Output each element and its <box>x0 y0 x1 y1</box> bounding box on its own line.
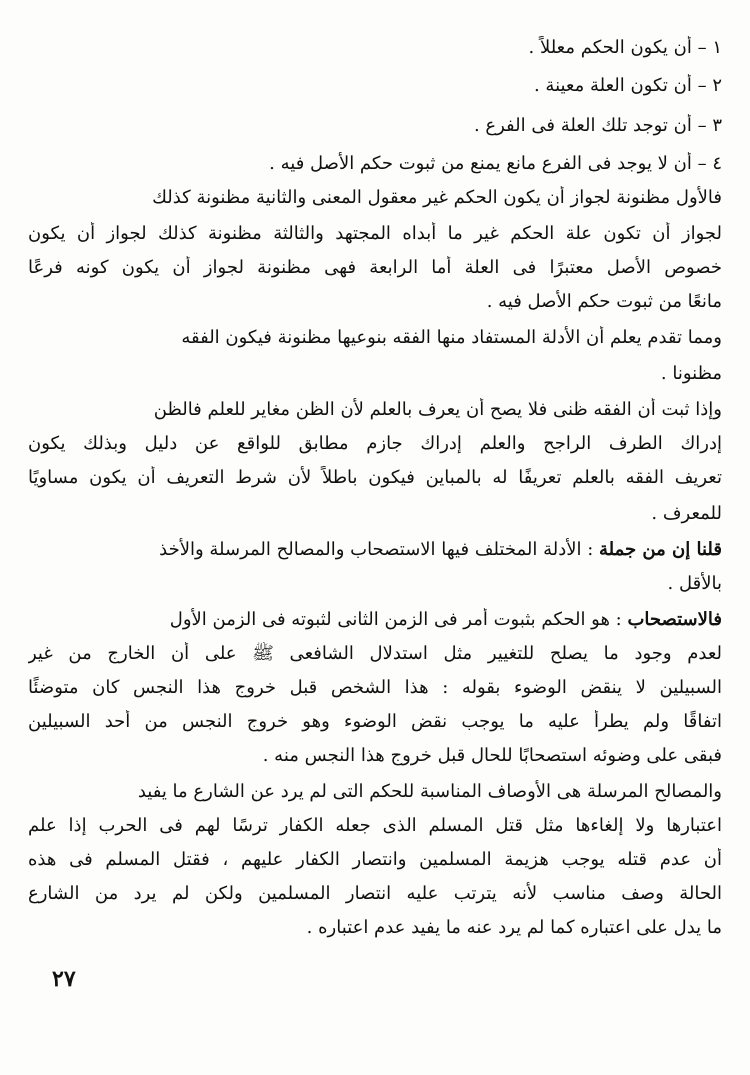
condition-1: ١ – أن يكون الحكم معللاً . <box>528 37 722 58</box>
paragraph-5-line-3: السبيلين لا ينقض الوضوء بقوله : هذا الشخص قبل خروج هذا النجس كان متوضئًا <box>28 677 722 698</box>
paragraph-5-line-5: فبقى على وضوئه استصحابًا للحال قبل خروج هذا النجس منه . <box>262 745 722 766</box>
paragraph-5-lead: فالاستصحاب <box>627 609 722 630</box>
paragraph-2-line-2: مظنونا . <box>660 363 722 384</box>
paragraph-6-line-3: أن عدم قتله يوجب هزيمة المسلمين وانتصار الكفار عليهم ، فقتل المسلم فى هذه <box>28 849 722 870</box>
condition-2: ٢ – أن تكون العلة معينة . <box>533 75 722 96</box>
paragraph-3-line-2: إدراك الطرف الراجح والعلم إدراك جازم مطابق للواقع عن دليل وبذلك يكون <box>28 433 722 454</box>
paragraph-5-line-1 <box>28 608 722 632</box>
paragraph-4-line-1 <box>28 538 722 562</box>
paragraph-6-line-1: والمصالح المرسلة هى الأوصاف المناسبة للحكم التى لم يرد عن الشارع ما يفيد <box>137 781 722 802</box>
paragraph-2-line-1: ومما تقدم يعلم أن الأدلة المستفاد منها الفقه بنوعيها مظنونة فيكون الفقه <box>181 327 722 348</box>
paragraph-5-line-4: اتفاقًا ولم يطرأ عليه ما يوجب نقض الوضوء وهو خروج النجس من أحد السبيلين <box>28 711 722 732</box>
paragraph-1-line-4: مانعًا من ثبوت حكم الأصل فيه . <box>486 291 722 312</box>
paragraph-1-line-2: لجواز أن تكون علة الحكم غير ما أبداه المجتهد والثالثة مظنونة كذلك لجواز أن يكون <box>28 223 722 244</box>
paragraph-1-line-3: خصوص الأصل معتبرًا فى العلة أما الرابعة فهى مظنونة لجواز أن يكون كونه فرعًا <box>28 257 722 278</box>
condition-4: ٤ – أن لا يوجد فى الفرع مانع يمنع من ثبوت حكم الأصل فيه . <box>269 153 722 174</box>
paragraph-1-line-1: فالأول مظنونة لجواز أن يكون الحكم غير معقول المعنى والثانية مظنونة كذلك <box>152 187 722 208</box>
paragraph-3-line-3: تعريف الفقه بالعلم تعريفًا له بالمباين فيكون باطلاً لأن شرط التعريف أن يكون مساويًا <box>28 467 722 488</box>
paragraph-3-line-4: للمعرف . <box>651 503 722 524</box>
paragraph-3-line-1: وإذا ثبت أن الفقه ظنى فلا يصح أن يعرف بالعلم لأن الظن مغاير للعلم فالظن <box>153 399 722 420</box>
paragraph-5-line-2: لعدم وجود ما يصلح للتغيير مثل استدلال الشافعى ﷺ على أن الخارج من غير <box>28 643 722 664</box>
paragraph-4-lead: قلنا إن من جملة <box>599 539 722 560</box>
paragraph-4-rest: : الأدلة المختلف فيها الاستصحاب والمصالح المرسلة والأخذ <box>159 539 599 560</box>
paragraph-6-line-5: ما يدل على اعتباره كما لم يرد عنه ما يفيد عدم اعتباره . <box>306 917 722 938</box>
page-number: ٢٧ <box>52 966 76 992</box>
paragraph-4-line-2: بالأقل . <box>667 573 722 594</box>
condition-3: ٣ – أن توجد تلك العلة فى الفرع . <box>473 115 722 136</box>
paragraph-5-rest: : هو الحكم بثبوت أمر فى الزمن الثانى لثبوته فى الزمن الأول <box>169 609 628 630</box>
paragraph-6-line-4: الحالة وصف مناسب لأنه يترتب عليه انتصار المسلمين ولكن لم يرد من الشارع <box>28 883 722 904</box>
paragraph-6-line-2: اعتبارها ولا إلغاءها مثل قتل المسلم الذى جعله الكفار ترسًا لهم فى الحرب إذا علم <box>28 815 722 836</box>
